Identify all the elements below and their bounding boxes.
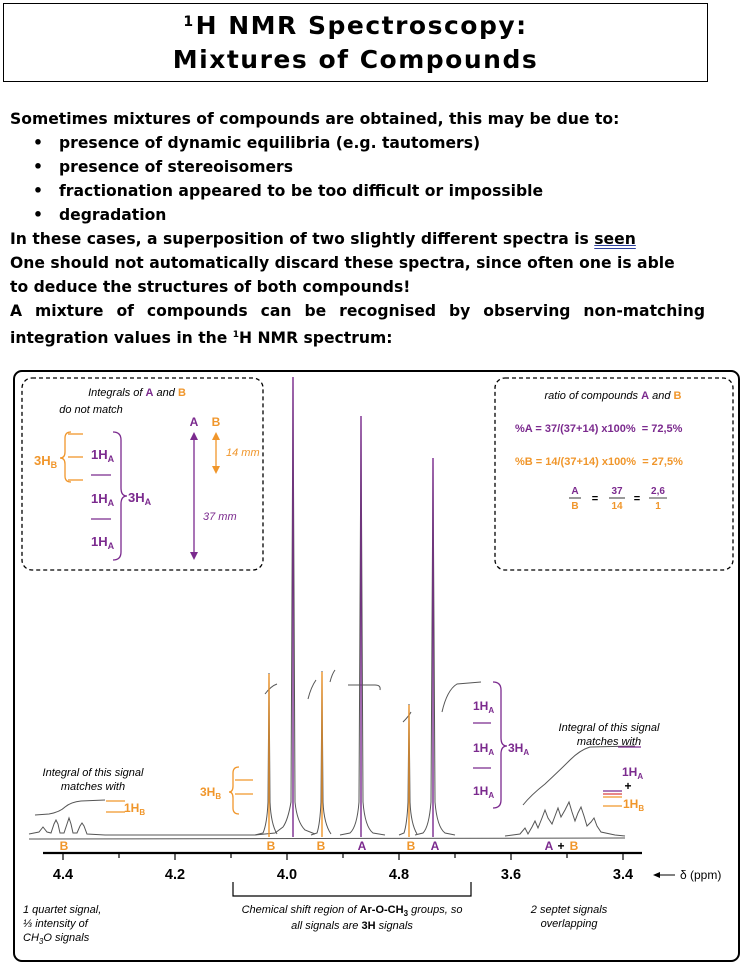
label-1hb-left: $1H_B$ xyxy=(124,801,146,817)
tick-label: 4.2 xyxy=(164,867,186,883)
axis-tick-labels xyxy=(53,867,633,883)
septet-signals xyxy=(505,802,625,836)
label-1ha-mid-1: $1H_A$ xyxy=(473,699,495,715)
b-peak-cores xyxy=(269,672,409,837)
label-1ha-right: $1H_A$ xyxy=(622,765,644,781)
note-quartet-1: 1 quartet signal, xyxy=(23,904,102,916)
list-item: • presence of stereoisomers xyxy=(33,158,293,176)
left-box-caption-2: do not match xyxy=(59,404,123,416)
peak-labels xyxy=(60,839,579,853)
discard-sentence-2: to deduce the structures of both compounds! xyxy=(10,278,411,296)
bottom-notes xyxy=(23,904,608,946)
percent-a-calc: %A = 37/(37+14) x100% = 72,5% xyxy=(515,423,683,435)
svg-text:B: B xyxy=(571,501,579,512)
svg-text:=: = xyxy=(633,493,641,505)
seen-link[interactable]: seen xyxy=(594,230,636,248)
peak-label-b: B xyxy=(406,839,416,853)
length-arrow-b xyxy=(212,432,220,474)
intro-text xyxy=(10,107,705,350)
spectrum-baseline xyxy=(29,838,625,839)
page-title-line-1: $^1$H NMR Spectroscopy: xyxy=(183,11,528,40)
percent-b-calc: %B = 14/(37+14) x100% = 27,5% xyxy=(515,456,683,468)
tick-label: 3.6 xyxy=(500,867,522,883)
reason-list xyxy=(10,131,705,227)
b-integral-bracket-mid xyxy=(229,767,253,814)
label-1hb-right: $1H_B$ xyxy=(623,797,645,813)
ppm-unit-label: δ (ppm) xyxy=(680,868,722,882)
intro-lead: Sometimes mixtures of compounds are obtained, this may be due to: xyxy=(10,110,620,128)
arrow-label-b: B xyxy=(211,415,221,429)
list-item: • fractionation appeared to be too difficult or impossible xyxy=(33,182,544,200)
label-3ha-mid: $3H_A$ xyxy=(508,741,530,757)
svg-text:=: = xyxy=(591,493,599,505)
svg-text:2,6: 2,6 xyxy=(651,486,665,497)
mixture-sentence-2: integration values in the $^1$H NMR spectrum: xyxy=(10,329,393,348)
left-integral-note-1: Integral of this signal xyxy=(42,767,144,779)
discard-sentence-1: One should not automatically discard these spectra, since often one is able xyxy=(10,254,675,272)
right-integral-note-2: matches with xyxy=(576,736,642,748)
length-b-label: 14 mm xyxy=(226,447,260,459)
right-integral-note-1: Integral of this signal xyxy=(558,722,660,734)
b-integral-marks-left xyxy=(106,801,125,812)
list-item: • degradation xyxy=(33,206,167,224)
left-integral-note-2: matches with xyxy=(60,781,126,793)
note-quartet-2: ⅓ intensity of xyxy=(23,918,88,930)
svg-text:A: A xyxy=(571,486,579,497)
peak-label-b: B xyxy=(266,839,276,853)
label-1ha-mid-2: $1H_A$ xyxy=(473,741,495,757)
page-title-line-2: Mixtures of Compounds xyxy=(172,45,539,74)
nmr-figure xyxy=(13,370,740,962)
svg-text:1: 1 xyxy=(655,501,661,512)
ratio-fraction xyxy=(569,486,667,512)
list-item: • presence of dynamic equilibria (e.g. tautomers) xyxy=(33,134,481,152)
peak-label-a: A xyxy=(544,839,554,853)
svg-text:14: 14 xyxy=(611,501,623,512)
peak-label-a: A xyxy=(357,839,367,853)
superposition-sentence: In these cases, a superposition of two slightly different spectra is seen xyxy=(10,230,636,248)
tick-label: 3.4 xyxy=(612,867,634,883)
plus-right: + xyxy=(624,779,632,793)
left-box-caption-1: Integrals of A and B xyxy=(88,387,186,399)
quartet-signal xyxy=(29,818,255,835)
label-1ha-mid-3: $1H_A$ xyxy=(473,784,495,800)
tick-label: 4.4 xyxy=(52,867,74,883)
note-shift-region-1: Chemical shift region of $Ar-O-CH_3$ groups, so xyxy=(241,904,463,918)
shift-region-bracket xyxy=(233,882,471,896)
label-3hb-left: $3H_B$ xyxy=(34,453,58,470)
label-3ha-left: $3H_A$ xyxy=(128,490,152,507)
svg-text:37: 37 xyxy=(611,486,623,497)
label-1ha-2: $1H_A$ xyxy=(91,491,115,508)
note-quartet-3: $CH_3O$ signals xyxy=(23,932,90,946)
right-ratio-box xyxy=(495,378,733,570)
b-peaks xyxy=(255,671,417,835)
note-septet-1: 2 septet signals xyxy=(530,904,608,916)
label-3hb-mid: $3H_B$ xyxy=(200,785,222,801)
tick-label: 4.8 xyxy=(388,867,410,883)
left-integral-box xyxy=(22,378,263,570)
nmr-spectrum-svg xyxy=(15,372,742,964)
label-1ha-3: $1H_A$ xyxy=(91,534,115,551)
length-a-label: 37 mm xyxy=(203,511,237,523)
note-septet-2: overlapping xyxy=(540,918,598,930)
title-box xyxy=(3,3,708,82)
peak-label-b: B xyxy=(569,839,579,853)
peak-label-a: A xyxy=(430,839,440,853)
mixture-sentence-1: A mixture of compounds can be recognised by observing non-matching xyxy=(10,302,705,320)
ppm-unit-arrow xyxy=(653,872,675,878)
b-integral-bracket xyxy=(60,432,83,482)
arrow-label-a: A xyxy=(189,415,199,429)
integral-curves xyxy=(35,670,635,815)
a-peaks xyxy=(255,377,455,835)
ratio-caption: ratio of compounds A and B xyxy=(544,390,682,402)
tick-label: 4.0 xyxy=(276,867,298,883)
length-arrow-a xyxy=(190,432,198,560)
note-shift-region-2: all signals are 3H signals xyxy=(291,920,413,932)
peak-label-plus: + xyxy=(557,839,565,853)
peak-label-b: B xyxy=(316,839,326,853)
peak-label-b: B xyxy=(59,839,69,853)
label-1ha-1: $1H_A$ xyxy=(91,447,115,464)
